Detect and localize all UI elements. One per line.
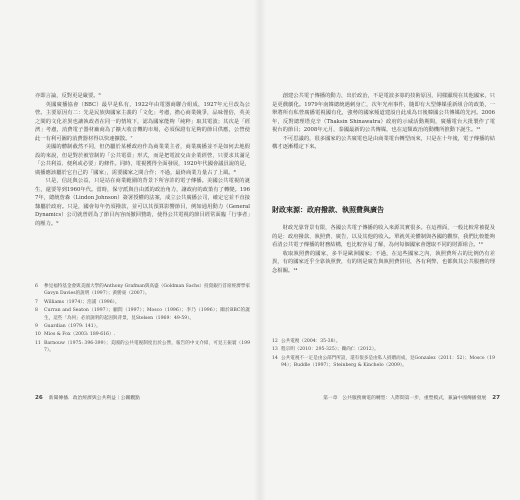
- right-footer: [272, 394, 500, 403]
- footnote: [35, 307, 250, 322]
- footnote-number: 10: [35, 332, 41, 338]
- page-number: 26: [35, 395, 43, 401]
- footnote-number: 9: [35, 324, 38, 330]
- left-footer: [35, 394, 250, 403]
- footnote: [35, 299, 250, 306]
- footnote: [35, 283, 250, 298]
- footnote-text: 程宗明（2010：295-325）；關尚仁（2012）。: [281, 347, 379, 353]
- right-footnotes: [272, 338, 495, 388]
- footnote-text: Williams（1974）；浩浦（1996）。: [44, 299, 120, 305]
- paragraph-license-fee: 收取執照費的國家，多半是歐洲國家；不過，在這些國家之內，執照費所占的比例仍有差異，有的國家近乎全靠執照費，有的則是廣告與執照費併用，各有利弊，也都與其公共服務的理念相關。¹⁴: [272, 250, 495, 274]
- footnote: [272, 346, 495, 353]
- footnote-text: Guardian（1979: 141）。: [44, 324, 101, 330]
- section-heading: 財政來源：政府撥款、執照費與廣告: [272, 206, 384, 214]
- paragraph-funding-sources: 財政光靠背景有限，各國公共電子傳播的收入來源其實很多。在這裡面，一般比較常被提及的是：政府撥款、執照費、廣告，以及其他的收入。單就英美體制與各國的觀察，我們比較能夠看清公共電子傳播的財務結構，也比較容易了解，為何每個國家會選取不同的財源組合。¹³: [272, 225, 495, 248]
- paragraph-us-public-tv: 只是，信託與公益，只是站在商業範圍的背景下所容許的電子傳播。美國公共電視的誕生，還要等到1960年代。當時，保守派與自由派的政治角力，讓政府的政策有了轉變。1967年，總統詹森（Lindon Johnson）簽署授權的法案，成立公共廣播公司，確定它並不直接隸屬於政府。只是，國會每年仍須撥款，並可以其預算影響節目，例如通用動力（General Dynamics）公司就曾經為了節目內容而撤回贊助，使得公共電視的節目經常面臨「行事者」的壓力。⁹: [35, 178, 250, 227]
- footnote: [35, 340, 250, 355]
- footnote-text: Mios & Fox（2003: 189-616）.: [44, 332, 116, 338]
- footnote-number: 6: [35, 284, 38, 289]
- paragraph-us-system: 美國的體制截然不同，但仍屬於某種政府作為商業業主者，商業廣播並不是如何去地假設的來說，但是對於被管制的「公共電臺」形式，而是把電波交由企業經營，只要求其滿足「公共利益、便利或必要」的條件。同時，電視獲得全面發展，1920年代國會議員說的是，廣播應該屬於它自己的「國家」，需要國家之間合作；不過，最終商業力量占了上風。⁸: [35, 144, 250, 176]
- footnote: [272, 355, 495, 370]
- running-head: 第一章 公共服務廣電的轉型：人際間第一步，重塑模式，兼論中國傳播發展: [323, 396, 487, 401]
- footnote-number: 13: [272, 347, 278, 353]
- right-body-text-after: [272, 224, 495, 330]
- footnote-text: 公共電視不一定是由公部門所設，還有很多是由私人捐贈而成，見Gonzalez（2011：52）；Mosco（1994）；Buddle（1997）；Steinberg & Kinchelo（2009）。: [281, 355, 495, 369]
- footnote-text: Curran and Seaton（1997）；顧問（1997）；Mosco（1996）；李乃（1996）；關於BBC的誕生，這些「為何」必須說明的起因與背景，見Stelsen（1969：49-59）。: [44, 308, 250, 321]
- footnote-number: 12: [272, 339, 278, 344]
- book-gutter: [254, 0, 266, 500]
- footnote-number: 7: [35, 299, 38, 305]
- paragraph-continuation: 亦即言論，反對更是嚴要。⁶: [35, 93, 101, 99]
- paragraph-transition: 不可思議的，很多國家的公共廣電也是由商業電台轉型而來，只是在十年後，電子傳播的結構才逐漸穩定下來。: [272, 135, 495, 150]
- paragraph-bbc: 英國廣播協會（BBC）最早是私有，1922年由電器商聯合組成，1927年元旦改為公營。主要原因有二：先是民族與國家主義的「文化」考慮，擔心商業競爭，品味俚俗，英美之間的文化差異也讓執政者在同一的情境下，認為國家能夠「純粹」取其電波；其次是「經濟」考慮，消費電子器材廠商為了擴大收音機的市場，必須保證有足夠的節目供應，公營使此一有利可圖的消費器材得以快速擴散。⁷: [35, 101, 250, 142]
- footnote-number: 8: [35, 308, 38, 314]
- footnote-text: 參見福特基金會與美國大學的Anthony Grafman與高盛（Goldman Sachs）投資銀行首席經濟學家Gavyn Davies的說明（1997）；黃勝東（2007）。: [44, 284, 250, 297]
- footnote-text: 公共電視（2004：35-38）。: [281, 339, 341, 344]
- footnote: [35, 331, 250, 338]
- footnote: [272, 338, 495, 345]
- footnote-text: Barnouw（1975: 396-399）；美國的公共電視制度出於公營，報告的中文介紹，可見王振寰（1997）。: [44, 340, 250, 354]
- footnote-number: 14: [272, 355, 278, 361]
- footnote-number: 11: [35, 340, 41, 346]
- running-head: 新聞傳播．政治經濟與公共利益｜公關觀點: [48, 396, 140, 401]
- right-page: [260, 0, 520, 500]
- footnote: [35, 323, 250, 330]
- paragraph-political-origin: 創建公共電子傳播的動力，出於政治，不是電波多寡的技術原因，同樣顯現在其他國家，只是更戲劇化。1979年南韓總統遇刺身亡，次年光州事件，隨即有大型傳媒重新組合的政策，一舉將所有私營廣播電視國有化，強勢的國家頻道建設自此成為日後韓國公共傳媒的先河。2006年，反對總理塔克辛（Thaksin Shinawatra）政府的示威活動期間，廣播電台大批製作了電視台的節目；2008年元月，泰國最新的公共傳媒，也在這類政治的動機所推動下誕生。¹²: [272, 93, 495, 133]
- right-body-text-top: [272, 92, 495, 196]
- left-body-text: [35, 92, 250, 264]
- page-number: 27: [492, 395, 500, 401]
- left-footnotes: [35, 283, 250, 377]
